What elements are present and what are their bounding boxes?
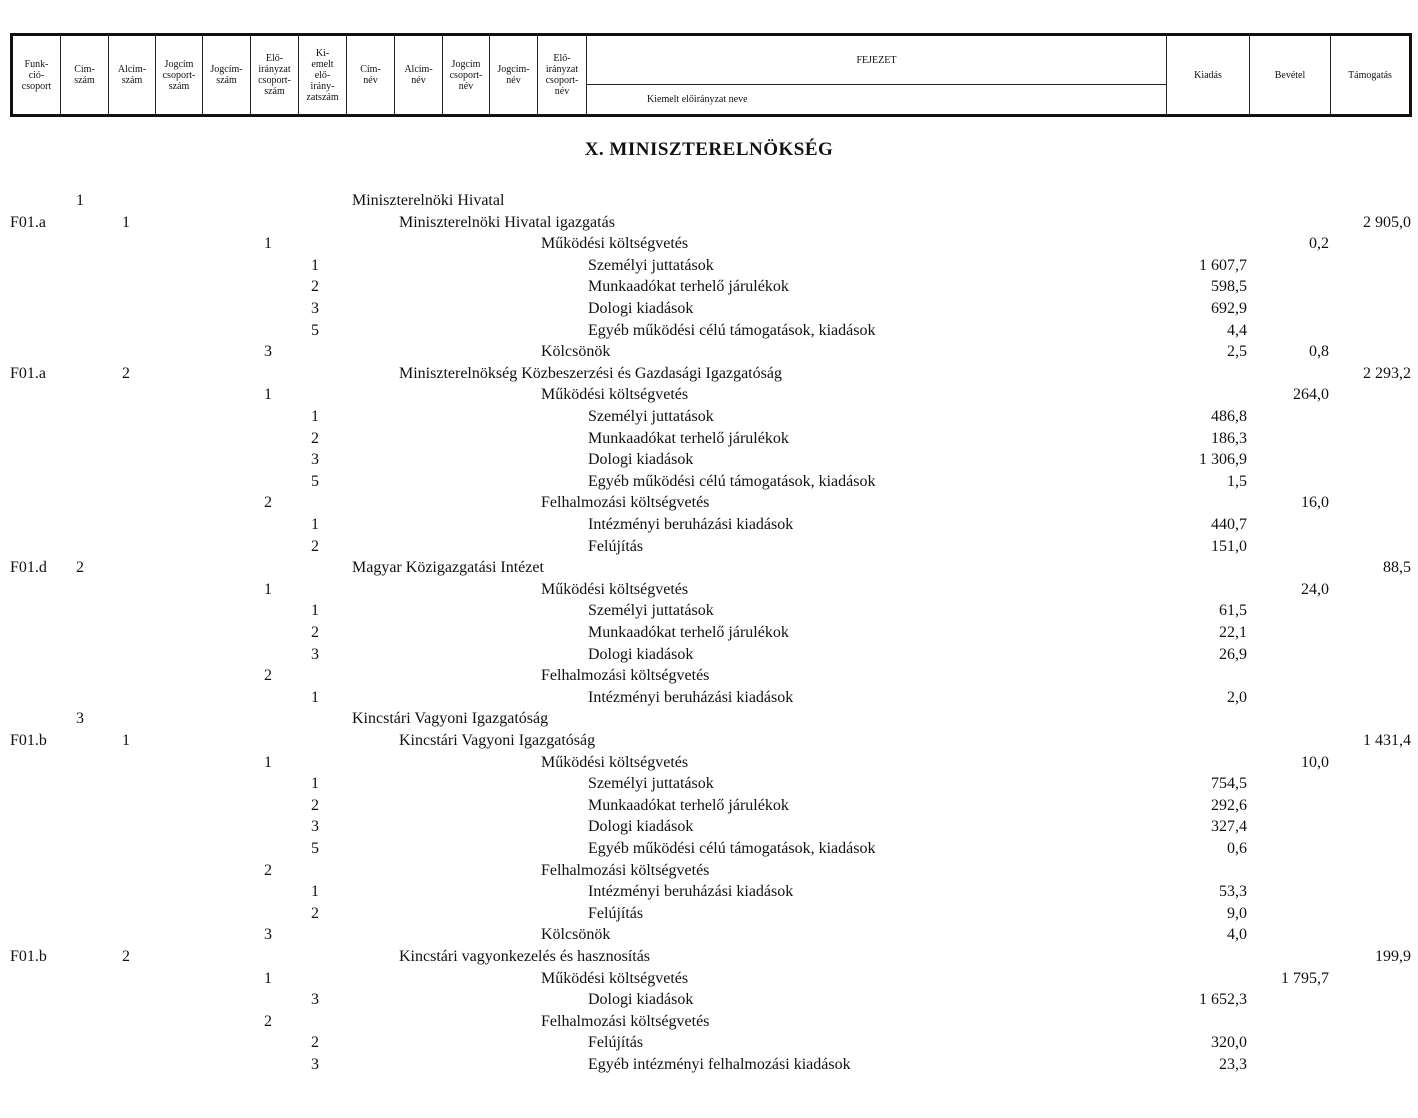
jogcimszam-cell: 1	[311, 256, 319, 274]
table-row	[0, 796, 1418, 818]
kiadas-value: 1 652,3	[1199, 991, 1247, 1009]
table-row	[0, 1033, 1418, 1055]
jogcimcsoport-name: Működési költségvetés	[541, 235, 689, 253]
cimszam-cell: 2	[76, 559, 84, 577]
table-row	[0, 753, 1418, 775]
cim-name: Kincstári Vagyoni Igazgatóság	[352, 710, 549, 728]
header-bevetel: Bevétel	[1250, 36, 1331, 114]
table-row	[0, 666, 1418, 688]
jogcimszam-cell: 3	[311, 1056, 319, 1073]
table-row	[0, 882, 1418, 904]
jogcim-name: Személyi juttatások	[588, 775, 714, 793]
jogcimszam-cell: 1	[311, 516, 319, 533]
table-row	[0, 364, 1418, 386]
jogcimszam-cell: 2	[311, 796, 319, 814]
header-jogcimnev: Jogcím- név	[490, 36, 538, 114]
bevetel-value: 1 795,7	[1281, 969, 1329, 987]
bevetel-value: 0,8	[1309, 343, 1329, 361]
table-row	[0, 731, 1418, 753]
header-alcimnev: Alcím- név	[395, 36, 443, 114]
kiadas-value: 320,0	[1211, 1034, 1247, 1052]
jogcimcsoport-name: Felhalmozási költségvetés	[541, 494, 710, 512]
jogcim-name: Dologi kiadások	[588, 300, 694, 317]
table-row	[0, 256, 1418, 278]
header-fejezet: FEJEZET	[587, 36, 1166, 85]
table-row	[0, 580, 1418, 602]
kiadas-value: 1,5	[1227, 472, 1247, 490]
table-row	[0, 299, 1418, 321]
header-tamogatas: Támogatás	[1348, 69, 1392, 81]
table-row	[0, 472, 1418, 494]
jogcimszam-cell: 2	[311, 624, 319, 641]
table-row	[0, 947, 1418, 969]
table-row	[0, 645, 1418, 667]
kiadas-value: 2,5	[1227, 343, 1247, 361]
funkciocsoport-cell: F01.b	[10, 948, 47, 965]
jogcim-name: Munkaadókat terhelő járulékok	[588, 278, 789, 296]
jogcim-name: Dologi kiadások	[588, 451, 694, 469]
jogcim-name: Felújítás	[588, 537, 644, 555]
alcim-name: Kincstári Vagyoni Igazgatóság	[399, 732, 596, 749]
jogcimcsoportszam-cell: 2	[264, 1012, 272, 1030]
jogcimcsoportszam-cell: 1	[264, 969, 272, 987]
kiadas-value: 9,0	[1227, 904, 1247, 922]
jogcimszam-cell: 3	[311, 300, 319, 317]
table-row	[0, 904, 1418, 926]
jogcimszam-cell: 3	[311, 645, 319, 663]
jogcim-name: Dologi kiadások	[588, 818, 694, 836]
jogcimcsoport-name: Működési költségvetés	[541, 386, 689, 404]
jogcim-name: Felújítás	[588, 904, 644, 922]
table-row	[0, 925, 1418, 947]
jogcim-name: Munkaadókat terhelő járulékok	[588, 429, 789, 447]
jogcim-name: Személyi juttatások	[588, 408, 714, 425]
jogcimszam-cell: 1	[311, 883, 319, 901]
kiadas-value: 151,0	[1211, 537, 1247, 555]
jogcimcsoport-name: Kölcsönök	[541, 926, 611, 944]
jogcimcsoport-name: Kölcsönök	[541, 343, 611, 361]
table-row	[0, 493, 1418, 515]
table-row	[0, 537, 1418, 559]
jogcimcsoportszam-cell: 3	[264, 343, 272, 361]
table-row	[0, 861, 1418, 883]
cim-name: Magyar Közigazgatási Intézet	[352, 559, 544, 577]
kiadas-value: 1 306,9	[1199, 451, 1247, 469]
table-row	[0, 817, 1418, 839]
kiadas-value: 292,6	[1211, 796, 1247, 814]
table-row	[0, 990, 1418, 1012]
jogcimcsoportszam-cell: 2	[264, 494, 272, 512]
jogcimszam-cell: 2	[311, 537, 319, 555]
table-row	[0, 321, 1418, 343]
jogcimszam-cell: 2	[311, 278, 319, 296]
alcim-name: Miniszterelnöki Hivatal igazgatás	[399, 213, 615, 231]
kiadas-value: 0,6	[1227, 840, 1247, 857]
header-eloiranyzatcsoportszam: Elő- irányzat csoport- szám	[251, 36, 299, 114]
jogcimcsoportszam-cell: 1	[264, 235, 272, 253]
kiadas-value: 4,0	[1227, 926, 1247, 944]
table-row	[0, 385, 1418, 407]
jogcimcsoportszam-cell: 1	[264, 580, 272, 598]
header-cimnev: Cím- név	[347, 36, 395, 114]
tamogatas-value: 1 431,4	[1363, 732, 1411, 749]
funkciocsoport-cell: F01.a	[10, 364, 46, 382]
kiadas-value: 754,5	[1211, 775, 1247, 793]
header-kiemelt-eloiranyzatszam: Ki- emelt elő- irány- zatszám	[299, 36, 347, 114]
jogcim-name: Egyéb működési célú támogatások, kiadások	[588, 321, 876, 339]
bevetel-value: 10,0	[1301, 753, 1329, 771]
jogcimcsoportszam-cell: 1	[264, 386, 272, 404]
jogcim-name: Személyi juttatások	[588, 256, 714, 274]
header-jogcimszam: Jogcím- szám	[203, 36, 251, 114]
table-row	[0, 558, 1418, 580]
bevetel-value: 0,2	[1309, 235, 1329, 253]
table-row	[0, 515, 1418, 537]
tamogatas-value: 2 905,0	[1363, 213, 1411, 231]
jogcimszam-cell: 5	[311, 840, 319, 857]
alcimszam-cell: 2	[122, 948, 130, 965]
bevetel-value: 264,0	[1293, 386, 1329, 404]
table-row	[0, 839, 1418, 861]
kiadas-value: 486,8	[1211, 408, 1247, 425]
table-row	[0, 429, 1418, 451]
jogcimszam-cell: 5	[311, 321, 319, 339]
jogcim-name: Személyi juttatások	[588, 602, 714, 620]
jogcimcsoport-name: Működési költségvetés	[541, 753, 689, 771]
cimszam-cell: 3	[76, 710, 84, 728]
jogcim-name: Egyéb működési célú támogatások, kiadások	[588, 472, 876, 490]
jogcimcsoport-name: Felhalmozási költségvetés	[541, 667, 710, 685]
table-row	[0, 1055, 1418, 1077]
kiadas-value: 440,7	[1211, 516, 1247, 533]
jogcimszam-cell: 1	[311, 602, 319, 620]
jogcimszam-cell: 2	[311, 429, 319, 447]
table-row	[0, 342, 1418, 364]
alcimszam-cell: 2	[122, 364, 130, 382]
table-row	[0, 709, 1418, 731]
kiadas-value: 53,3	[1219, 883, 1247, 901]
header-eloiranyzatcsoportnev: Elő- irányzat csoport- név	[538, 36, 587, 114]
jogcimcsoport-name: Működési költségvetés	[541, 969, 689, 987]
page-title: X. MINISZTERELNÖKSÉG	[584, 139, 834, 160]
jogcimszam-cell: 3	[311, 991, 319, 1009]
jogcimszam-cell: 1	[311, 688, 319, 706]
jogcimszam-cell: 1	[311, 775, 319, 793]
cimszam-cell: 1	[76, 192, 84, 209]
table-row	[0, 213, 1418, 235]
table-row	[0, 1012, 1418, 1034]
kiadas-value: 1 607,7	[1199, 256, 1247, 274]
jogcim-name: Dologi kiadások	[588, 645, 694, 663]
jogcimszam-cell: 2	[311, 1034, 319, 1052]
jogcim-name: Intézményi beruházási kiadások	[588, 883, 794, 901]
alcimszam-cell: 1	[122, 213, 130, 231]
bevetel-value: 16,0	[1301, 494, 1329, 512]
funkciocsoport-cell: F01.a	[10, 213, 46, 231]
kiadas-value: 26,9	[1219, 645, 1247, 663]
bevetel-value: 24,0	[1301, 580, 1329, 598]
jogcim-name: Dologi kiadások	[588, 991, 694, 1009]
funkciocsoport-cell: F01.d	[10, 559, 47, 577]
kiadas-value: 598,5	[1211, 278, 1247, 296]
table-row	[0, 277, 1418, 299]
table-row	[0, 601, 1418, 623]
table-row	[0, 191, 1418, 213]
tamogatas-value: 199,9	[1375, 948, 1411, 965]
kiadas-value: 22,1	[1219, 624, 1247, 641]
table-row	[0, 234, 1418, 256]
kiadas-value: 2,0	[1227, 688, 1247, 706]
funkciocsoport-cell: F01.b	[10, 732, 47, 749]
jogcimszam-cell: 3	[311, 451, 319, 469]
header-alcimszam: Alcím- szám	[109, 36, 156, 114]
jogcimcsoportszam-cell: 2	[264, 667, 272, 685]
header-kiadas: Kiadás	[1167, 36, 1250, 114]
kiadas-value: 186,3	[1211, 429, 1247, 447]
jogcim-name: Munkaadókat terhelő járulékok	[588, 624, 789, 641]
jogcim-name: Egyéb működési célú támogatások, kiadások	[588, 840, 876, 857]
table-row	[0, 688, 1418, 710]
header-jogcimcsoportnev: Jogcím csoport- név	[443, 36, 490, 114]
table-row	[0, 623, 1418, 645]
kiadas-value: 692,9	[1211, 300, 1247, 317]
cim-name: Miniszterelnöki Hivatal	[352, 192, 505, 209]
header-funkciocsoport: Funk- ció- csoport	[13, 36, 61, 114]
jogcimcsoportszam-cell: 1	[264, 753, 272, 771]
jogcimszam-cell: 2	[311, 904, 319, 922]
tamogatas-value: 2 293,2	[1363, 364, 1411, 382]
kiadas-value: 61,5	[1219, 602, 1247, 620]
table-row	[0, 407, 1418, 429]
alcim-name: Kincstári vagyonkezelés és hasznosítás	[399, 948, 651, 965]
table-row	[0, 969, 1418, 991]
header-jogcimcsoportszam: Jogcím csoport- szám	[156, 36, 203, 114]
tamogatas-value: 88,5	[1383, 559, 1411, 577]
kiadas-value: 4,4	[1227, 321, 1247, 339]
jogcimszam-cell: 1	[311, 408, 319, 425]
jogcim-name: Egyéb intézményi felhalmozási kiadások	[588, 1056, 851, 1073]
table-row	[0, 450, 1418, 472]
jogcim-name: Intézményi beruházási kiadások	[588, 688, 794, 706]
header-cimszam: Cím- szám	[61, 36, 109, 114]
jogcimcsoportszam-cell: 2	[264, 861, 272, 879]
jogcimszam-cell: 3	[311, 818, 319, 836]
kiadas-value: 23,3	[1219, 1056, 1247, 1073]
jogcimcsoport-name: Felhalmozási költségvetés	[541, 1012, 710, 1030]
jogcim-name: Felújítás	[588, 1034, 644, 1052]
alcimszam-cell: 1	[122, 732, 130, 749]
kiadas-value: 327,4	[1211, 818, 1247, 836]
jogcimcsoportszam-cell: 3	[264, 926, 272, 944]
table-row	[0, 774, 1418, 796]
jogcim-name: Intézményi beruházási kiadások	[588, 516, 794, 533]
header-kiemelt-eloiranyzat-neve: Kiemelt előirányzat neve	[647, 94, 748, 105]
jogcimszam-cell: 5	[311, 472, 319, 490]
jogcimcsoport-name: Felhalmozási költségvetés	[541, 861, 710, 879]
alcim-name: Miniszterelnökség Közbeszerzési és Gazdasági Igazgatóság	[399, 364, 782, 382]
jogcimcsoport-name: Működési költségvetés	[541, 580, 689, 598]
jogcim-name: Munkaadókat terhelő járulékok	[588, 796, 789, 814]
